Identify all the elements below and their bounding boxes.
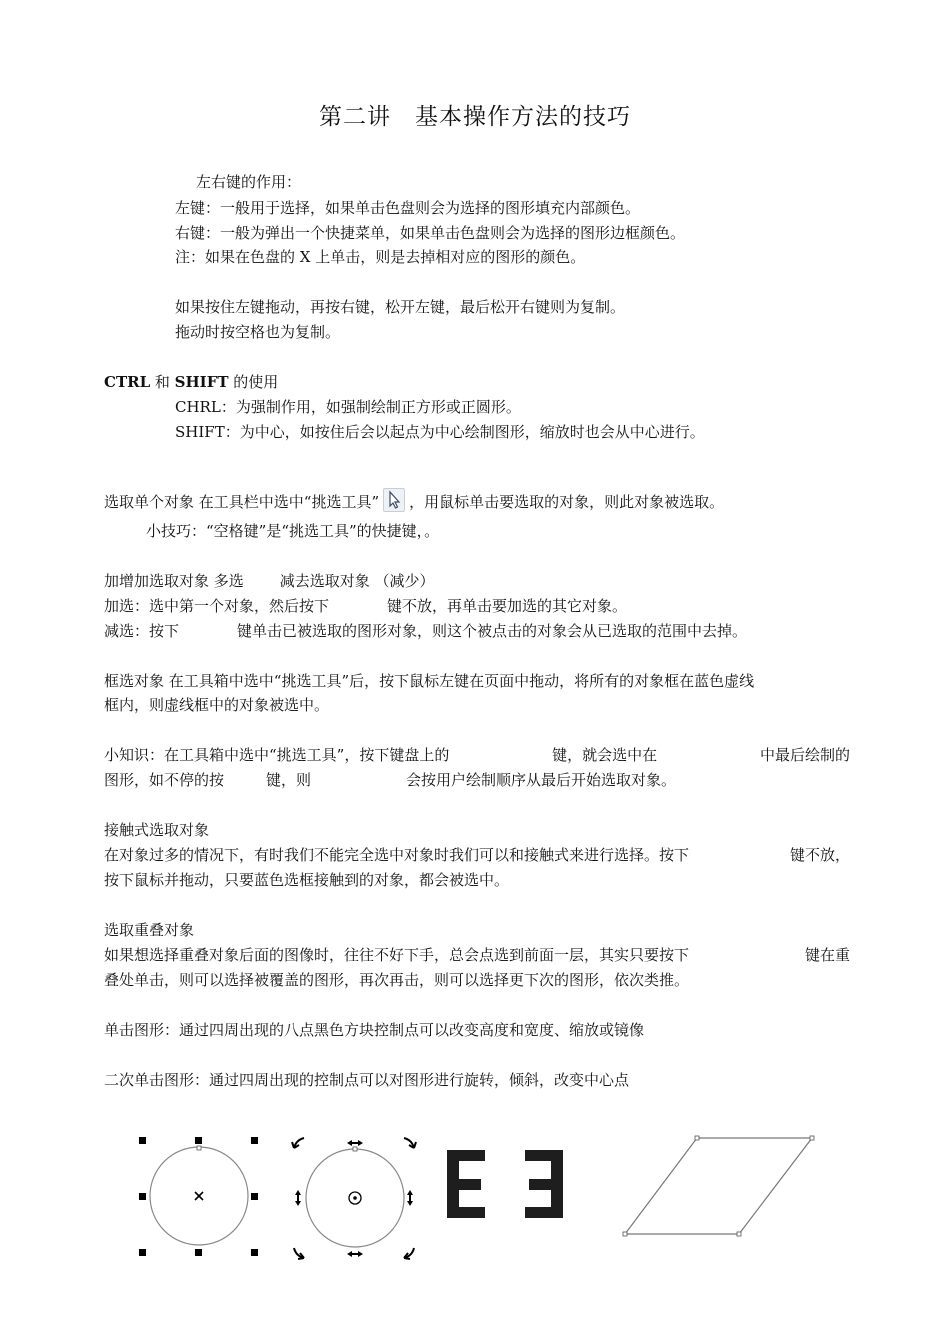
transform-figures: [120, 1128, 830, 1268]
mirror-e-figure: [447, 1150, 563, 1218]
mouse-right-text: 右键：一般为弹出一个快捷菜单，如果单击色盘则会为选择的图形边框颜色。: [175, 224, 686, 242]
touch-1b: 键不放，: [789, 846, 850, 864]
click-once-text: 单击图形：通过四周出现的八点黑色方块控制点可以改变高度和宽度、缩放或镜像: [104, 1021, 645, 1039]
mouse-note-text: 注：如果在色盘的 X 上单击，则是去掉相对应的图形的颜色。: [175, 248, 586, 266]
knowledge-1a: 小知识：在工具箱中选中“挑选工具”，按下键盘上的: [104, 746, 450, 764]
copy-text-1: 如果按住左键拖动，再按右键，松开左键，最后松开右键则为复制。: [175, 298, 626, 316]
ctrl-key: CTRL: [104, 373, 151, 391]
sub-select-b: 键单击已被选取的图形对象，则这个被点击的对象会从已选取的范围中去掉。: [237, 622, 748, 640]
page-title: 第二讲 基本操作方法的技巧: [319, 104, 631, 130]
scale-handles-figure: [139, 1137, 258, 1256]
touch-line-1: [104, 845, 850, 865]
copy-text-2: 拖动时按空格也为复制。: [175, 323, 341, 341]
touch-heading: 接触式选取对象: [104, 821, 210, 839]
knowledge-2a: 图形，如不停的按: [104, 771, 225, 789]
marquee-line-1: 框选对象 在工具箱中选中“挑选工具”后，按下鼠标左键在页面中拖动，将所有的对象框在蓝色虚线: [104, 672, 755, 690]
knowledge-2c: 会按用户绘制顺序从最后开始选取对象。: [406, 771, 677, 789]
tip-text: 小技巧：“空格键”是“挑选工具”的快捷键，。: [146, 522, 440, 540]
touch-1a: 在对象过多的情况下，有时我们不能完全选中对象时我们可以和接触式来进行选择。按下: [104, 846, 690, 864]
sub-select-line: [104, 621, 747, 641]
touch-line-2: 按下鼠标并拖动，只要蓝色选框接触到的对象，都会被选中。: [104, 871, 510, 889]
overlap-1b: 键在重: [804, 946, 850, 964]
overlap-1a: 如果想选择重叠对象后面的图像时，往往不好下手，总会点选到前面一层，其实只要按下: [104, 946, 690, 964]
select-single-part1: 选取单个对象 在工具栏中选中“挑选工具”: [104, 493, 380, 511]
skewed-parallelogram-figure: [623, 1136, 814, 1236]
shift-text: SHIFT：为中心，如按住后会以起点为中心绘制图形，缩放时也会从中心进行。: [175, 423, 705, 441]
overlap-line-2: 叠处单击，则可以选择被覆盖的图形，再次再击，则可以选择更下次的图形，依次类推。: [104, 971, 690, 989]
marquee-line-2: 框内，则虚线框中的对象被选中。: [104, 696, 330, 714]
center-x-icon: [195, 1192, 203, 1200]
shift-key: SHIFT: [174, 373, 229, 391]
ctrl-shift-heading: [104, 372, 278, 392]
add-heading: 加增加选取对象 多选: [104, 572, 244, 590]
select-single-part2: ，用鼠标单击要选取的对象，则此对象被选取。: [409, 493, 725, 511]
chrl-text: CHRL：为强制作用，如强制绘制正方形或正圆形。: [175, 398, 521, 416]
overlap-line-1: [104, 945, 850, 965]
rotate-handles-figure: [292, 1138, 416, 1259]
add-select-a: 加选：选中第一个对象，然后按下: [104, 597, 330, 615]
mouse-left-text: 左键：一般用于选择，如果单击色盘则会为选择的图形填充内部颜色。: [175, 199, 641, 217]
select-single-line: [104, 488, 724, 512]
remove-heading: 减去选取对象 （减少）: [279, 572, 435, 590]
rotation-center-icon: [349, 1192, 361, 1204]
mouse-heading: 左右键的作用：: [196, 173, 302, 191]
pointer-icon: [383, 488, 405, 512]
click-twice-text: 二次单击图形：通过四周出现的控制点可以对图形进行旋转，倾斜，改变中心点: [104, 1071, 630, 1089]
knowledge-2b: 键，则: [266, 771, 312, 789]
and-text: 和: [150, 373, 175, 391]
knowledge-1b: 键，就会选中在: [552, 746, 658, 764]
add-select-line: [104, 596, 627, 616]
overlap-heading: 选取重叠对象: [104, 921, 195, 939]
knowledge-1c: 中最后绘制的: [759, 746, 850, 764]
add-select-b: 键不放，再单击要加选的其它对象。: [387, 597, 628, 615]
sub-select-a: 减选：按下: [104, 622, 180, 640]
usage-text: 的使用: [228, 373, 279, 391]
knowledge-line-1: [104, 745, 850, 765]
knowledge-line-2: [104, 770, 676, 790]
add-remove-heading: [104, 571, 435, 591]
